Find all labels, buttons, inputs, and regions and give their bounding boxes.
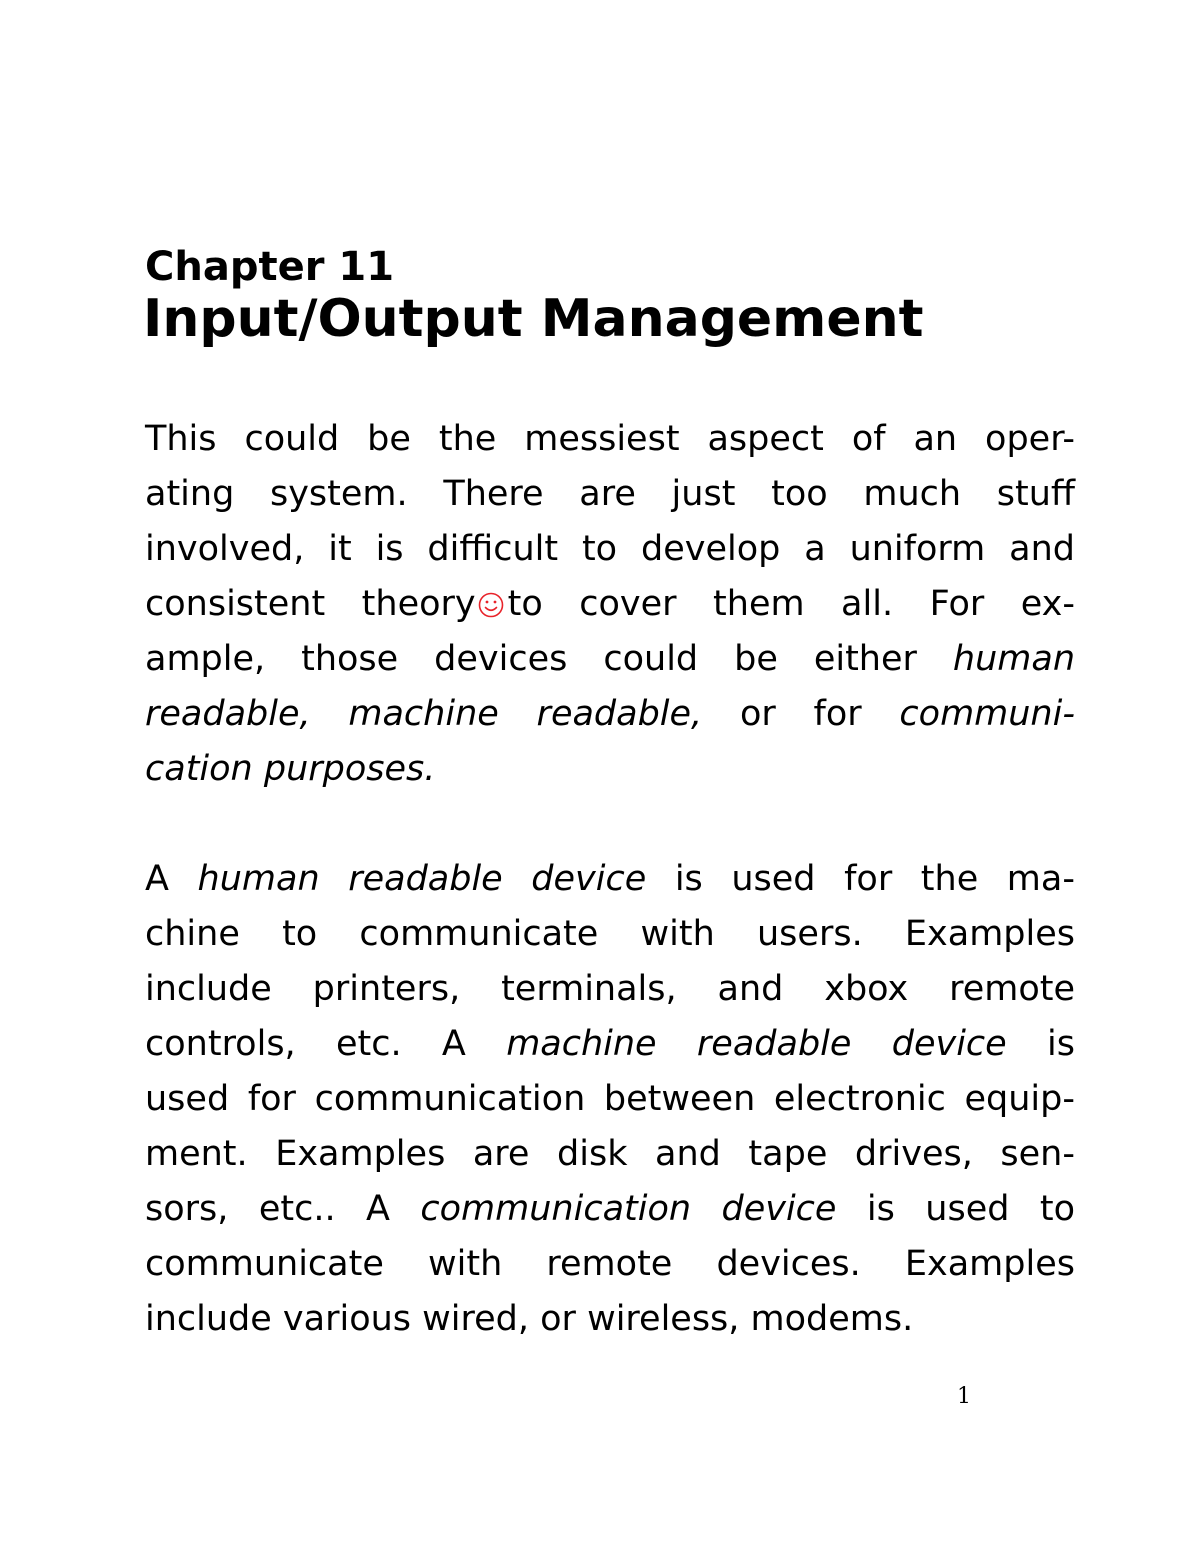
text-line [145, 577, 1075, 632]
paragraph-device-types [145, 852, 1075, 1347]
text-segment: A [145, 859, 169, 899]
text-line [145, 852, 1075, 907]
text-line: include various wired, or wireless, modems. [145, 1299, 914, 1339]
emphasis-text: cation purposes. [145, 749, 436, 789]
emphasis-text: human readable device [197, 859, 647, 899]
text-line [145, 1182, 1075, 1237]
page-number: 1 [957, 1384, 971, 1409]
text-line: include printers, terminals, and xbox remote [145, 969, 1075, 1009]
emphasis-text: communi- [899, 694, 1075, 734]
text-segment: to cover them all. For ex- [507, 584, 1075, 624]
text-segment: controls, etc. A [145, 1024, 466, 1064]
text-line: ment. Examples are disk and tape drives, sen- [145, 1134, 1075, 1174]
text-segment: or for [739, 694, 862, 734]
text-line: ating system. There are just too much stuff [145, 474, 1075, 514]
text-line: chine to communicate with users. Examples [145, 914, 1075, 954]
emphasis-text: machine readable device [506, 1024, 1007, 1064]
text-line [145, 632, 1075, 687]
text-line: used for communication between electronic equip- [145, 1079, 1075, 1119]
text-segment: sors, etc.. A [145, 1189, 390, 1229]
text-line [145, 687, 1075, 742]
text-segment: ample, those devices could be either [145, 639, 917, 679]
chapter-title: Input/Output Management [143, 289, 924, 349]
text-segment: consistent theory [145, 584, 476, 624]
emphasis-text: human [952, 639, 1075, 679]
chapter-label: Chapter 11 [145, 244, 395, 290]
text-line: communicate with remote devices. Examples [145, 1244, 1075, 1284]
text-line: involved, it is difficult to develop a uniform and [145, 529, 1075, 569]
text-segment: is used to [866, 1189, 1076, 1229]
text-line: This could be the messiest aspect of an oper- [145, 419, 1075, 459]
text-segment: is [1047, 1024, 1075, 1064]
paragraph-intro [145, 412, 1075, 797]
smiley-face-icon [478, 592, 504, 618]
emphasis-text: communication device [420, 1189, 837, 1229]
emphasis-text: readable, machine readable, [145, 694, 703, 734]
text-line [145, 1017, 1075, 1072]
text-segment: is used for the ma- [674, 859, 1075, 899]
text-line [145, 742, 1075, 797]
